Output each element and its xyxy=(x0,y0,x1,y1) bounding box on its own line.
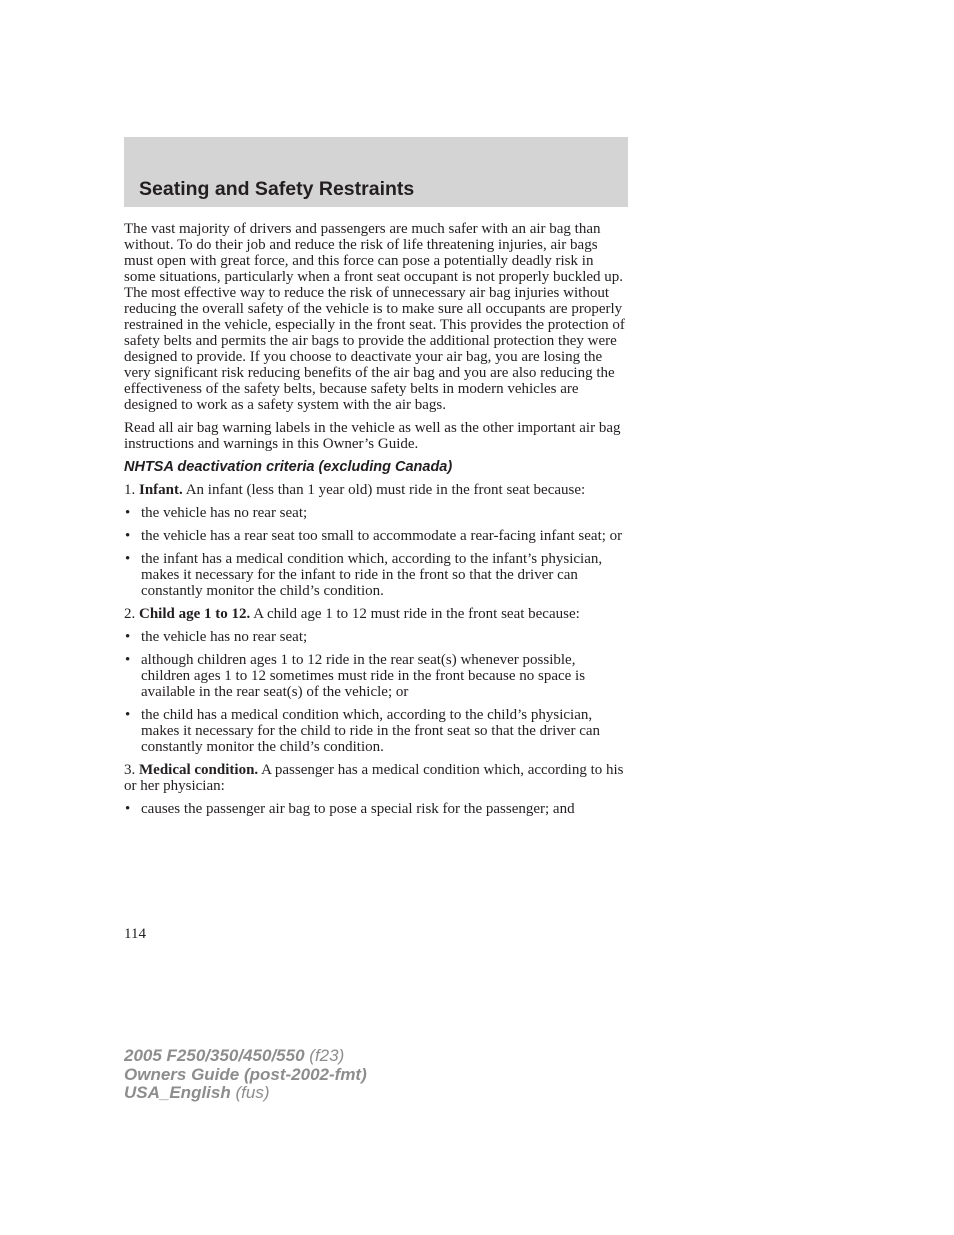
criterion-3-bullets xyxy=(124,801,626,817)
footer-line-2 xyxy=(124,1066,367,1085)
section-header-band xyxy=(124,137,628,207)
list-item-text: the infant has a medical condition which, according to the infant’s physician, makes it necessary for the infant to ride in the front so that the driver can constantly monitor the child’s condition. xyxy=(141,551,603,599)
footer-guide: Owners Guide (post-2002-fmt) xyxy=(124,1064,367,1084)
footer-line-1 xyxy=(124,1047,367,1066)
list-item xyxy=(124,707,626,755)
criterion-number: 1. xyxy=(124,482,136,498)
list-item xyxy=(124,652,626,700)
list-item xyxy=(124,551,626,599)
criterion-1-bullets xyxy=(124,505,626,599)
section-title: Seating and Safety Restraints xyxy=(139,178,415,200)
list-item-text: although children ages 1 to 12 ride in the rear seat(s) whenever possible, children ages 1 to 12 sometimes must ride in the front because no space is available in the rear seat(s) of the vehicle; or xyxy=(141,652,586,700)
criterion-2-bullets xyxy=(124,629,626,755)
criterion-text: A child age 1 to 12 must ride in the front seat because: xyxy=(253,606,580,622)
footer-model-code: (f23) xyxy=(309,1046,345,1065)
subheading: NHTSA deactivation criteria (excluding Canada) xyxy=(124,459,453,475)
list-item-text: the vehicle has a rear seat too small to accommodate a rear-facing infant seat; or xyxy=(141,528,623,544)
bullet-icon: • xyxy=(125,801,131,817)
criterion-number: 3. xyxy=(124,762,136,778)
footer-imprint xyxy=(124,1047,367,1103)
criterion-title: Infant. xyxy=(139,482,183,498)
list-item xyxy=(124,629,626,645)
criterion-2 xyxy=(124,606,626,622)
list-item xyxy=(124,528,626,544)
footer-language-code: (fus) xyxy=(235,1083,270,1102)
bullet-icon: • xyxy=(125,505,131,521)
criterion-title: Child age 1 to 12. xyxy=(139,606,251,622)
criterion-3 xyxy=(124,762,626,794)
list-item-text: the vehicle has no rear seat; xyxy=(141,505,308,521)
criterion-text: A passenger has a medical condition which, according to his or her physician: xyxy=(124,762,624,794)
list-item-text: the vehicle has no rear seat; xyxy=(141,629,308,645)
bullet-icon: • xyxy=(125,707,131,723)
list-item xyxy=(124,801,626,817)
criterion-text: An infant (less than 1 year old) must ride in the front seat because: xyxy=(185,482,586,498)
footer-line-3 xyxy=(124,1084,367,1103)
intro-paragraph: The vast majority of drivers and passengers are much safer with an air bag than without. To do their job and reduce the risk of life threatening injuries, air bags must open with great force, and this force can pose a potentially deadly risk in some situations, particularly when a front seat occupant is not properly buckled up. The most effective way to reduce the risk of unnecessary air bag injuries without reducing the overall safety of the vehicle is to make sure all occupants are properly restrained in the vehicle, especially in the front seat. This provides the protection of safety belts and permits the air bags to provide the additional protection they were designed to provide. If you choose to deactivate your air bag, you are losing the very significant risk reducing benefits of the air bag and you are also reducing the effectiveness of the safety belts, because safety belts in modern vehicles are designed to work as a safety system with the air bags. xyxy=(124,221,625,413)
bullet-icon: • xyxy=(125,551,131,567)
bullet-icon: • xyxy=(125,652,131,668)
footer-language: USA_English xyxy=(124,1083,231,1102)
list-item-text: the child has a medical condition which, according to the child’s physician, makes it necessary for the child to ride in the front seat so that the driver can constantly monitor the child’s condition. xyxy=(141,707,601,755)
footer-model: 2005 F250/350/450/550 xyxy=(124,1046,305,1065)
list-item-text: causes the passenger air bag to pose a special risk for the passenger; and xyxy=(141,801,575,817)
bullet-icon: • xyxy=(125,629,131,645)
page-number: 114 xyxy=(124,926,146,942)
warning-labels-paragraph: Read all air bag warning labels in the vehicle as well as the other important air bag instructions and warnings in this Owner’s Guide. xyxy=(124,420,621,452)
main-content xyxy=(124,221,626,824)
criterion-1 xyxy=(124,482,626,498)
criterion-number: 2. xyxy=(124,606,136,622)
bullet-icon: • xyxy=(125,528,131,544)
list-item xyxy=(124,505,626,521)
criterion-title: Medical condition. xyxy=(139,762,259,778)
